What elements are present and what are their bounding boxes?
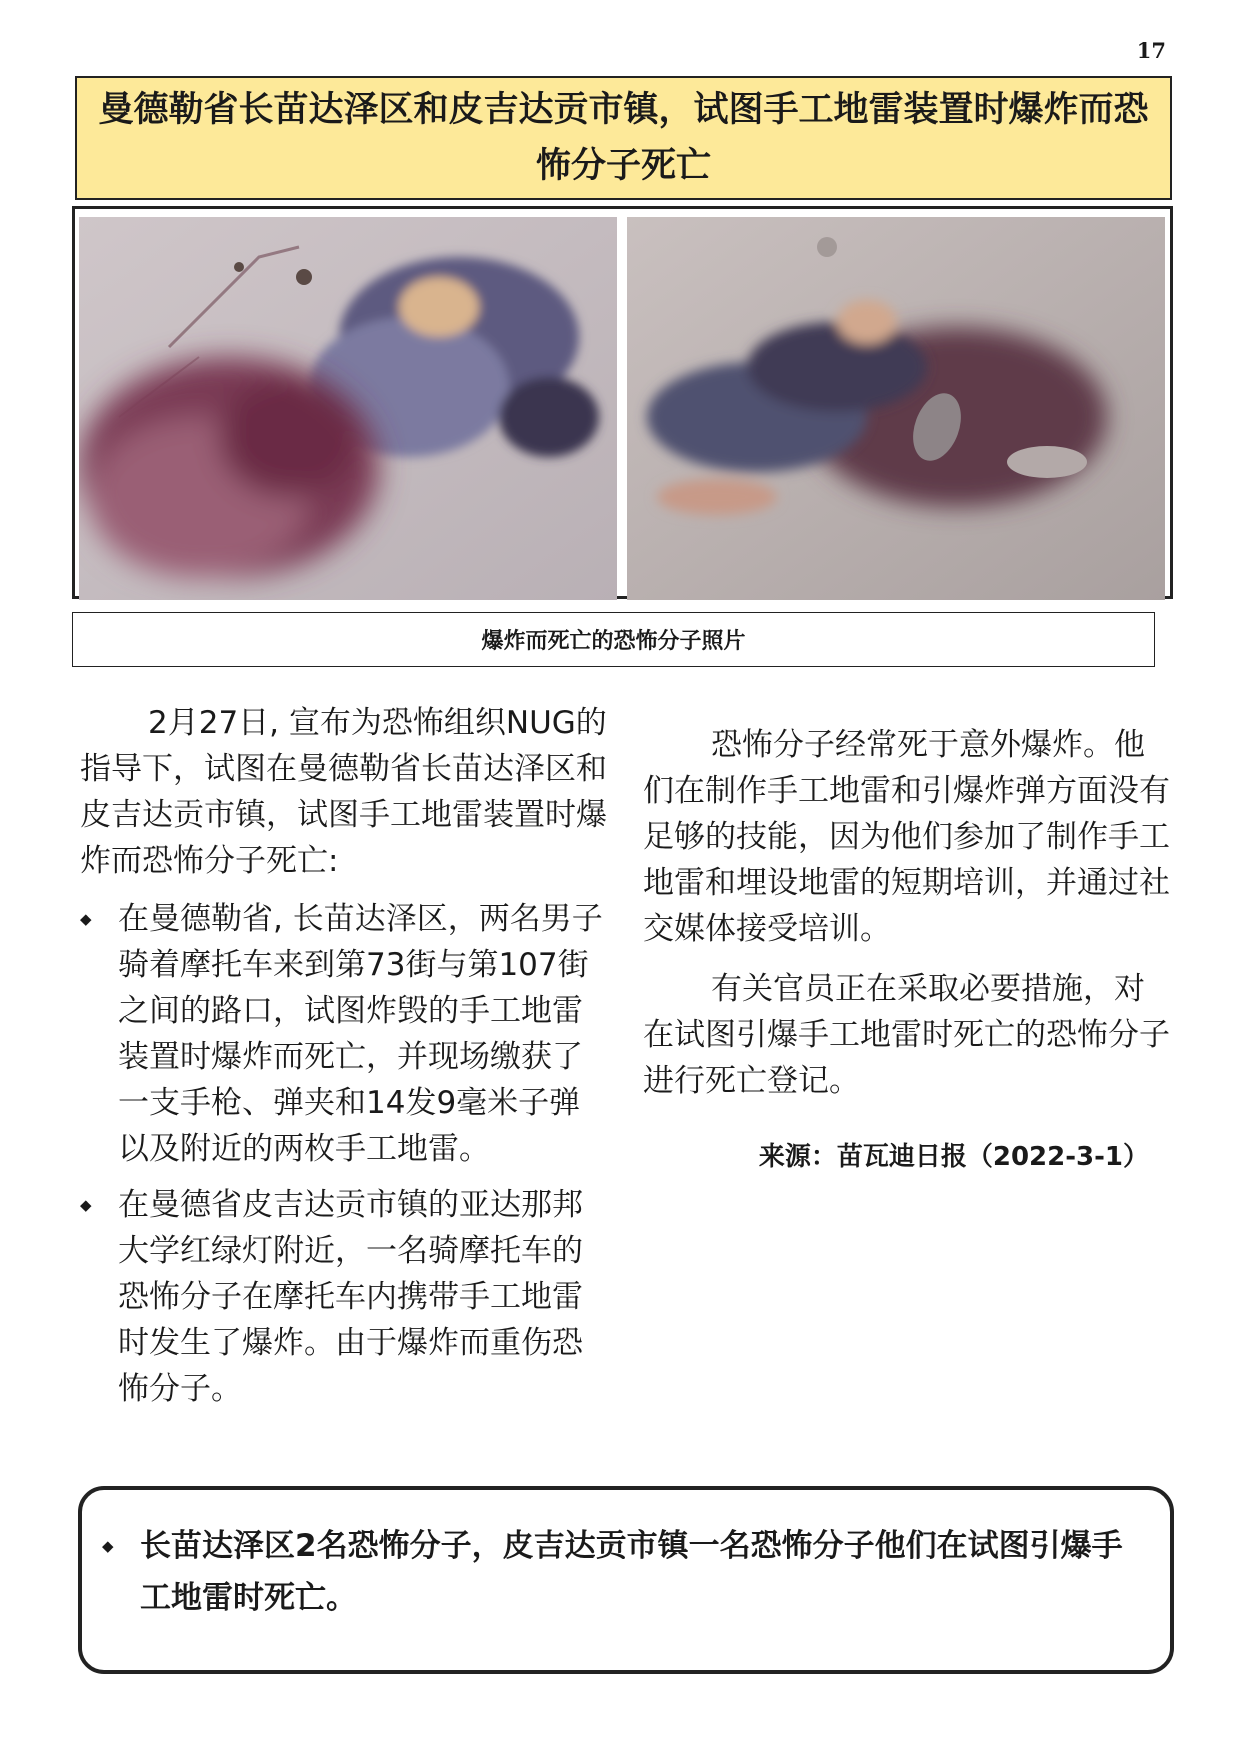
incident-list bbox=[80, 896, 607, 1412]
photo-left-image bbox=[79, 217, 617, 600]
summary-text: 长苗达泽区2名恐怖分子，皮吉达贡市镇一名恐怖分子他们在试图引爆手工地雷时死亡。 bbox=[140, 1528, 1123, 1616]
list-item bbox=[80, 896, 607, 1172]
photo-right bbox=[627, 217, 1165, 600]
diamond-bullet-icon bbox=[80, 1182, 92, 1228]
article-left-column bbox=[80, 700, 607, 1422]
page-number: 17 bbox=[1136, 38, 1166, 63]
bullet-text: 在曼德省皮吉达贡市镇的亚达那邦大学红绿灯附近，一名骑摩托车的恐怖分子在摩托车内携带手工地雷时发生了爆炸。由于爆炸而重伤恐怖分子。 bbox=[118, 1187, 583, 1407]
photo-caption-box bbox=[72, 612, 1155, 667]
bullet-text: 在曼德勒省, 长苗达泽区，两名男子骑着摩托车来到第73街与第107街之间的路口，试图炸毁的手工地雷装置时爆炸而死亡，并现场缴获了一支手枪、弹夹和14发9毫米子弹以及附近的两枚手工地雷。 bbox=[118, 901, 603, 1167]
intro-paragraph: 2月27日, 宣布为恐怖组织NUG的指导下，试图在曼德勒省长苗达泽区和皮吉达贡市镇，试图手工地雷装置时爆炸而恐怖分子死亡: bbox=[80, 705, 607, 879]
photo-left bbox=[79, 217, 617, 600]
summary-box bbox=[78, 1486, 1174, 1674]
headline-box bbox=[75, 76, 1172, 200]
photo-caption: 爆炸而死亡的恐怖分子照片 bbox=[481, 629, 746, 654]
summary-item bbox=[102, 1520, 1142, 1624]
paragraph-officials: 有关官员正在采取必要措施，对在试图引爆手工地雷时死亡的恐怖分子进行死亡登记。 bbox=[643, 971, 1170, 1099]
photo-right-image bbox=[627, 217, 1165, 600]
source-line: 来源：苗瓦迪日报（2022-3-1） bbox=[758, 1142, 1149, 1172]
article-right-column bbox=[643, 700, 1173, 1180]
paragraph-skills: 恐怖分子经常死于意外爆炸。他们在制作手工地雷和引爆炸弹方面没有足够的技能，因为他们参加了制作手工地雷和埋设地雷的短期培训，并通过社交媒体接受培训。 bbox=[643, 727, 1170, 947]
headline: 曼德勒省长苗达泽区和皮吉达贡市镇，试图手工地雷装置时爆炸而恐怖分子死亡 bbox=[98, 90, 1149, 186]
photo-frame bbox=[72, 206, 1173, 599]
list-item bbox=[80, 1182, 607, 1412]
diamond-bullet-icon bbox=[102, 1520, 114, 1572]
diamond-bullet-icon bbox=[80, 896, 92, 942]
